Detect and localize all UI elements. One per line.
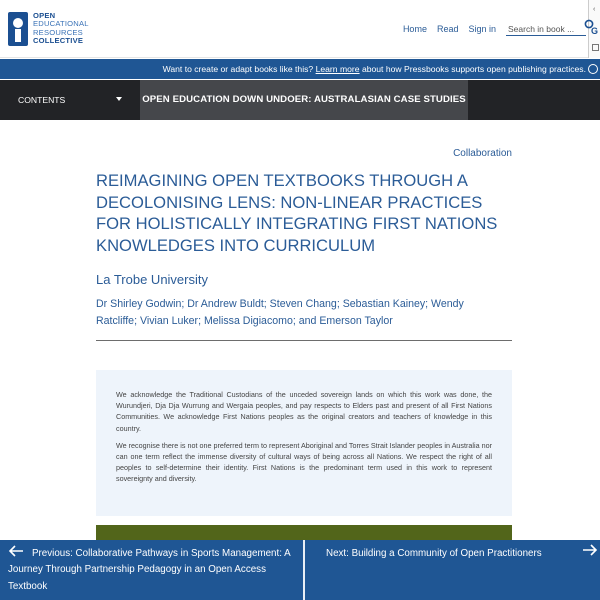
- site-header: [0, 0, 600, 58]
- contents-label: CONTENTS: [18, 95, 66, 105]
- chapter-authors: Dr Shirley Godwin; Dr Andrew Buldt; Steven Chang; Sebastian Kainey; Wendy Ratcliffe; Vivian Luker; Melissa Digiacomo; and Emerson Taylor: [96, 298, 464, 327]
- part-label: Collaboration: [453, 148, 512, 159]
- side-toolbar-icon: ‹: [593, 6, 596, 13]
- side-toolbar-g-icon: G: [591, 26, 599, 36]
- notice-info-icon[interactable]: [588, 64, 598, 74]
- side-toolbar-square-icon: [592, 44, 599, 51]
- contents-toggle-button[interactable]: [0, 80, 140, 120]
- pressbooks-notice-bar: [0, 59, 600, 79]
- logo-mark-icon: [8, 12, 28, 46]
- logo-text: [33, 12, 89, 46]
- logo-line: EDUCATIONAL: [33, 19, 89, 29]
- arrow-left-icon: [8, 545, 24, 557]
- divider: [96, 340, 512, 341]
- search-input[interactable]: [506, 22, 586, 36]
- oer-collective-logo[interactable]: [8, 12, 98, 48]
- book-toc-bar: [0, 80, 600, 120]
- top-nav: [403, 22, 586, 36]
- nav-home-link[interactable]: Home: [402, 24, 427, 34]
- search-icon[interactable]: [584, 19, 594, 31]
- logo-line: COLLECTIVE: [33, 36, 84, 46]
- previous-chapter-label: Previous: Collaborative Pathways in Sports Management: A Journey Through Partnership Pedagogy in an Open Access Textbook: [8, 548, 291, 592]
- learn-more-link[interactable]: Learn more: [315, 64, 360, 74]
- next-chapter-link[interactable]: [305, 540, 600, 600]
- chapter-institution: La Trobe University: [96, 272, 208, 287]
- chevron-down-icon: [116, 97, 122, 101]
- acknowledgement-paragraph: We recognise there is not one preferred term to represent Aboriginal and Torres Strait Islander peoples in Australia nor can one term reflect the immense diversity of cultural ways of being across all Nations. We respect the right of all peoples to self-determine their identity. First Nations is the predominant term used in this work to represent sovereignty and diversity.: [116, 440, 492, 484]
- next-chapter-label: Next: Building a Community of Open Practitioners: [326, 548, 542, 559]
- logo-line: RESOURCES: [33, 27, 83, 37]
- notice-text-before: Want to create or adapt books like this?: [162, 64, 314, 74]
- previous-chapter-link[interactable]: [0, 540, 303, 600]
- acknowledgement-paragraph: We acknowledge the Traditional Custodians of the unceded sovereign lands on which this work was done, the Wurundjeri, Dja Dja Wurrung and Wergaia peoples, and pay respects to Elders past and present of all First Nations Communities. We acknowledge First Nations peoples as the original creators and teachers of knowledge in this country.: [116, 390, 492, 433]
- logo-line: OPEN: [33, 11, 56, 20]
- chapter-nav-footer: [0, 540, 600, 600]
- chapter-title: REIMAGINING OPEN TEXTBOOKS THROUGH A DECOLONISING LENS: NON-LINEAR PRACTICES FOR HOLISTICALLY INTEGRATING FIRST NATIONS KNOWLEDGES INTO CURRICULUM: [96, 171, 498, 255]
- arrow-right-icon: [582, 544, 598, 556]
- nav-sign-in-link[interactable]: Sign in: [468, 24, 496, 34]
- notice-text-after: about how Pressbooks supports open publishing practices.: [361, 64, 586, 74]
- book-title-link[interactable]: OPEN EDUCATION DOWN UNDOER: AUSTRALASIAN CASE STUDIES: [140, 80, 468, 120]
- nav-read-link[interactable]: Read: [436, 24, 459, 34]
- acknowledgement-box: [96, 370, 512, 516]
